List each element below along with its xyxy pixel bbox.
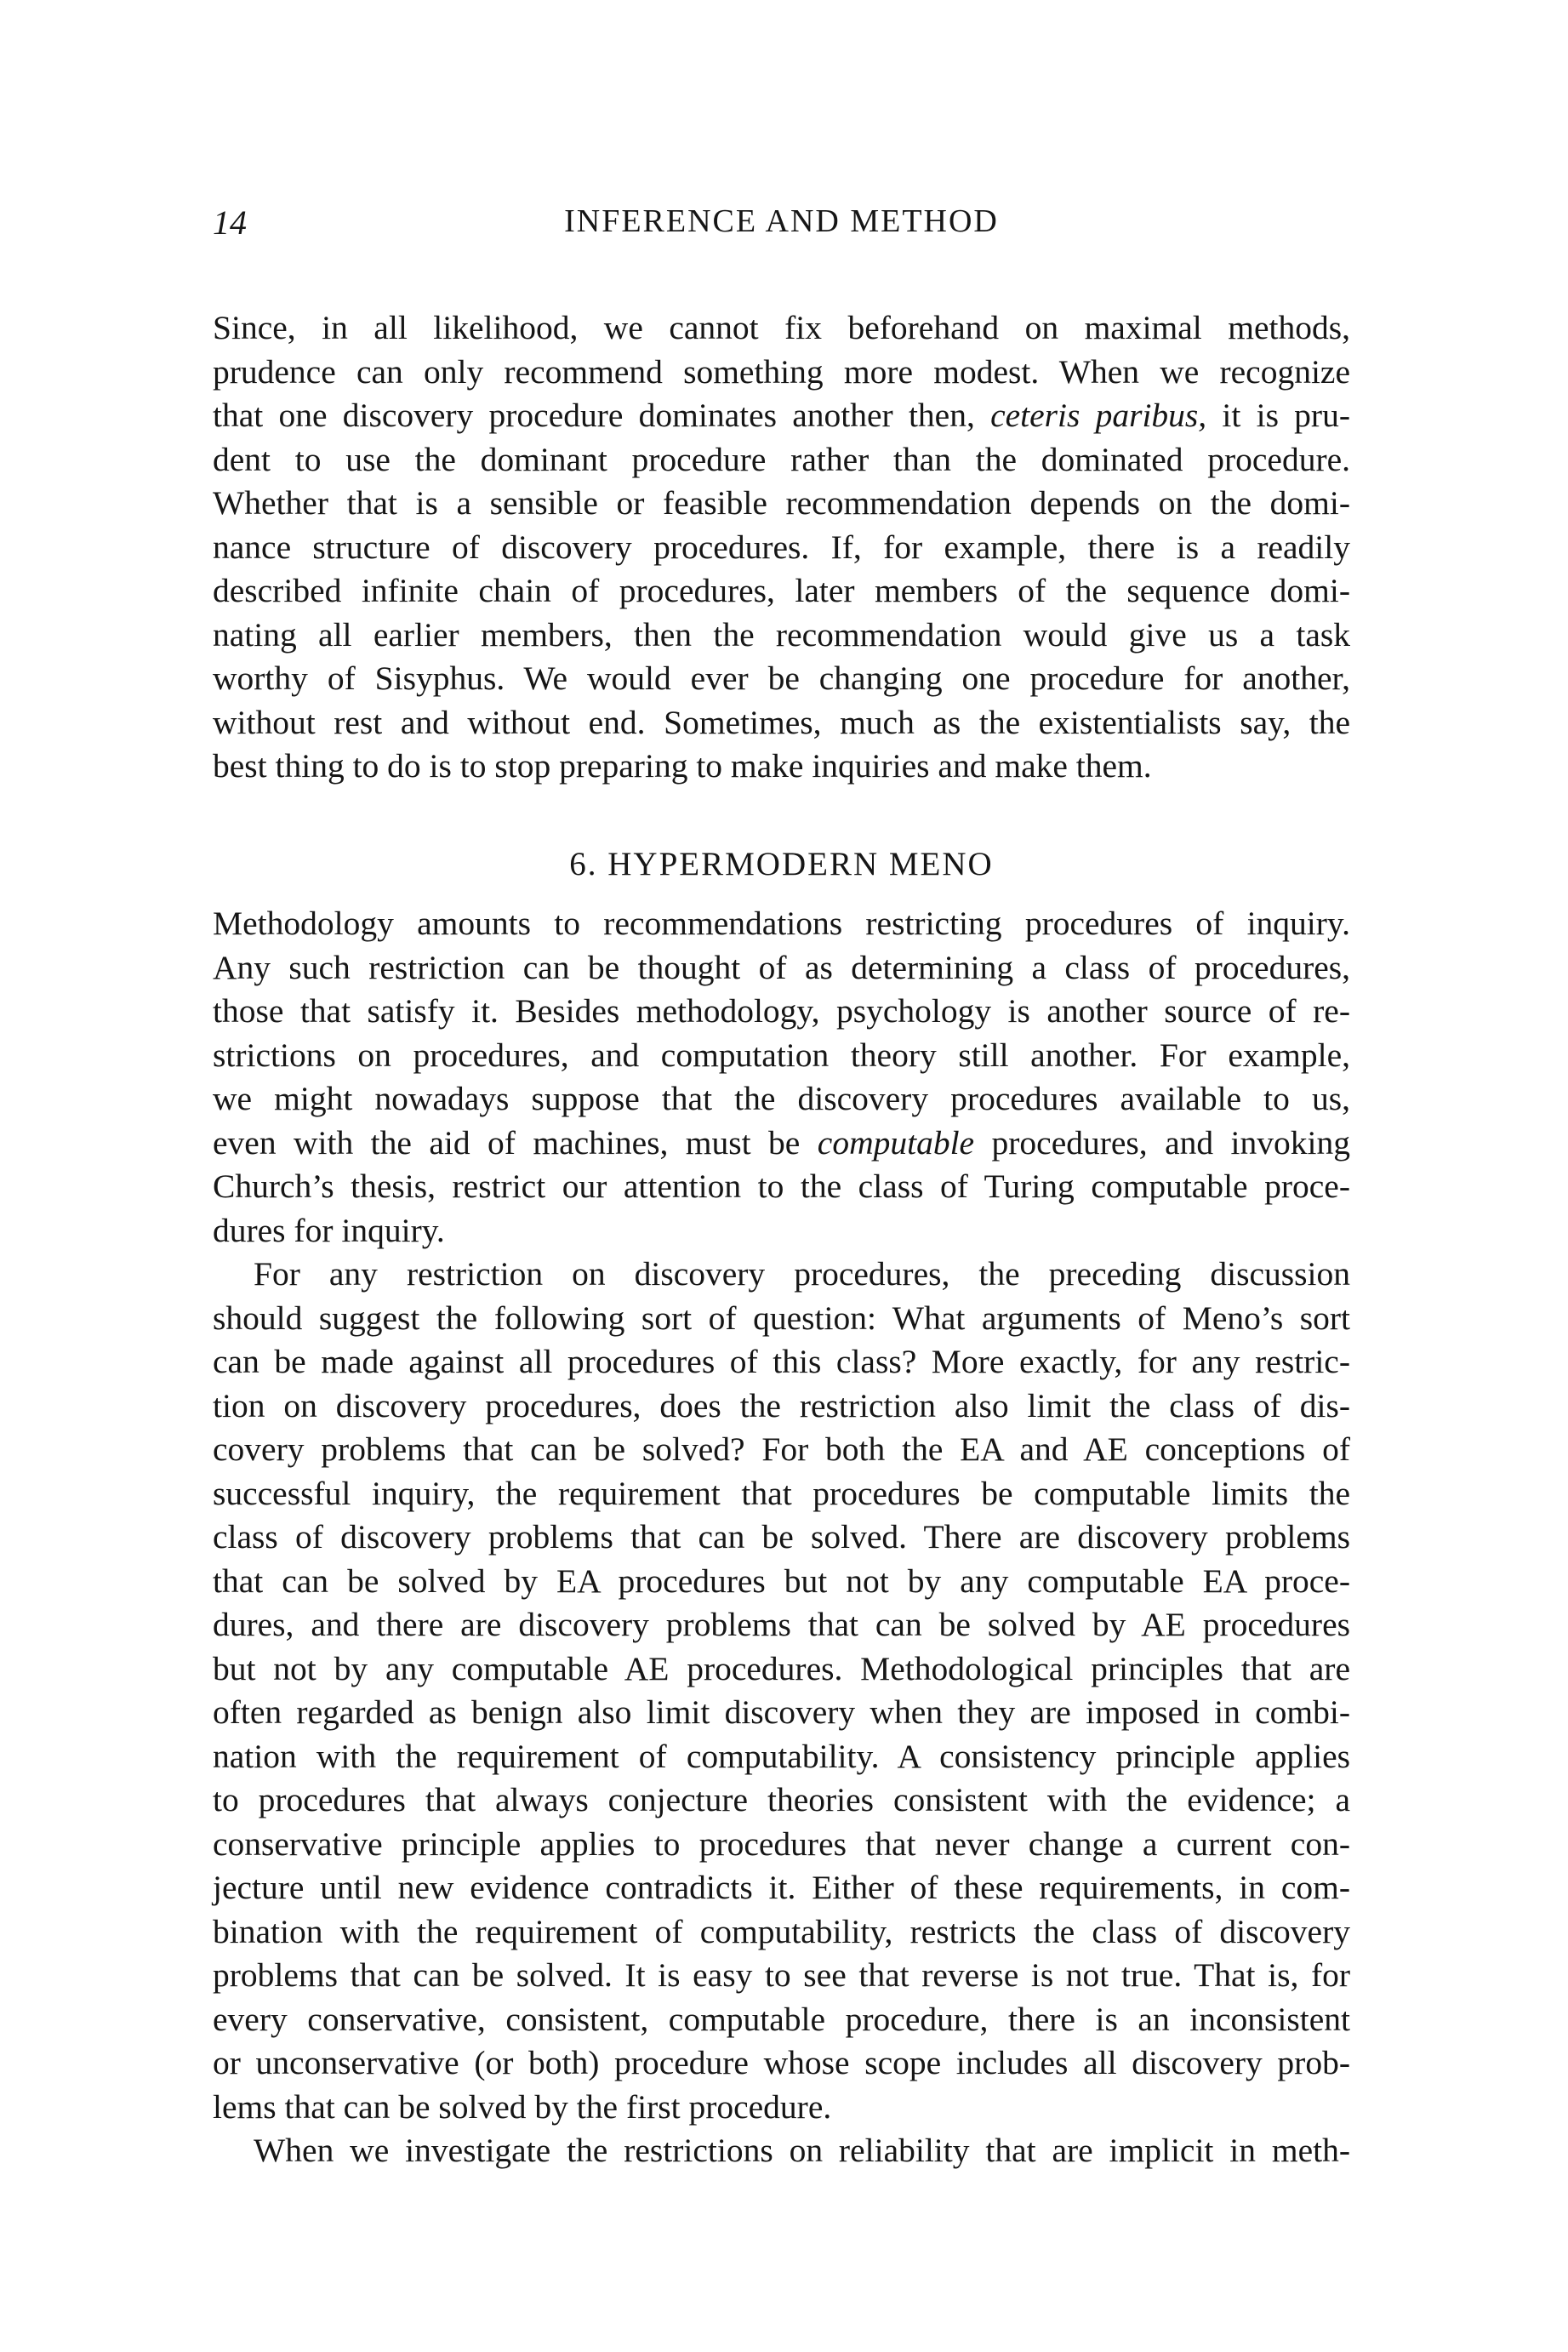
text-run: procedures, and invoking — [974, 1123, 1350, 1162]
running-head: INFERENCE AND METHOD — [564, 203, 999, 239]
text-line: covery problems that can be solved? For both the EA and AE conceptions of — [213, 1430, 1350, 1468]
text-line: Methodology amounts to recommendations restricting procedures of inquiry. — [213, 905, 1350, 942]
paragraph-3 — [213, 1253, 1350, 2129]
text-line — [213, 1122, 1350, 1166]
paragraph-1 — [213, 306, 1350, 789]
text-line: strictions on procedures, and computation theory still another. For example, — [213, 1036, 1350, 1074]
text-line: lems that can be solved by the first procedure. — [213, 2087, 832, 2126]
paragraph-2 — [213, 902, 1350, 1253]
text-line: Any such restriction can be thought of as determining a class of procedures, — [213, 948, 1350, 986]
text-line: or unconservative (or both) procedure whose scope includes all discovery prob- — [213, 2044, 1350, 2081]
text-line: Whether that is a sensible or feasible recommendation depends on the domi- — [213, 484, 1350, 522]
text-line: worthy of Sisyphus. We would ever be changing one procedure for another, — [213, 659, 1350, 697]
section-heading: 6. HYPERMODERN MENO — [569, 846, 994, 882]
page-number: 14 — [213, 203, 247, 242]
text-line: prudence can only recommend something more modest. When we recognize — [213, 352, 1350, 391]
text-line: Since, in all likelihood, we cannot fix beforehand on maximal methods, — [213, 309, 1350, 346]
text-line: every conservative, consistent, computable procedure, there is an inconsistent — [213, 2000, 1350, 2038]
text-line: class of discovery problems that can be solved. There are discovery problems — [213, 1518, 1350, 1556]
paragraph-4 — [213, 2129, 1350, 2173]
text-line: those that satisfy it. Besides methodology, psychology is another source of re- — [213, 992, 1350, 1030]
text-line: dures for inquiry. — [213, 1211, 445, 1249]
text-line: tion on discovery procedures, does the restriction also limit the class of dis- — [213, 1386, 1350, 1424]
text-line: Church’s thesis, restrict our attention to the class of Turing computable proce- — [213, 1167, 1350, 1205]
text-line: to procedures that always conjecture theories consistent with the evidence; a — [213, 1781, 1350, 1818]
text-line: should suggest the following sort of question: What arguments of Meno’s sort — [213, 1299, 1350, 1337]
text-line: we might nowadays suppose that the discovery procedures available to us, — [213, 1080, 1350, 1117]
page-header — [213, 203, 1350, 245]
text-line: dent to use the dominant procedure rather than the dominated procedure. — [213, 440, 1350, 478]
text-line: For any restriction on discovery procedures, the preceding discussion — [254, 1255, 1350, 1293]
text-line: nating all earlier members, then the recommendation would give us a task — [213, 615, 1350, 654]
text-line: but not by any computable AE procedures. Methodological principles that are — [213, 1649, 1350, 1687]
text-run: it is pru- — [1206, 397, 1350, 434]
text-line: jecture until new evidence contradicts it. Either of these requirements, in com- — [213, 1869, 1350, 1906]
text-line: nation with the requirement of computability. A consistency principle applies — [213, 1737, 1350, 1775]
text-line: dures, and there are discovery problems that can be solved by AE procedures — [213, 1606, 1350, 1643]
text-run: that one discovery procedure dominates another then, — [213, 397, 991, 434]
section-body — [213, 902, 1350, 2173]
text-line: problems that can be solved. It is easy to see that reverse is not true. That is, for — [213, 1956, 1350, 1994]
text-line: When we investigate the restrictions on reliability that are implicit in meth- — [254, 2132, 1350, 2169]
text-line: nance structure of discovery procedures. If, for example, there is a readily — [213, 528, 1350, 566]
italic-phrase: ceteris paribus, — [990, 397, 1207, 434]
text-line — [213, 394, 1350, 438]
text-line: without rest and without end. Sometimes, much as the existentialists say, the — [213, 703, 1350, 741]
text-line: successful inquiry, the requirement that procedures be computable limits the — [213, 1474, 1350, 1512]
text-run: even with the aid of machines, must be — [213, 1123, 818, 1162]
text-line: bination with the requirement of computability, restricts the class of discovery — [213, 1912, 1350, 1950]
text-line: conservative principle applies to procedures that never change a current con- — [213, 1824, 1350, 1863]
text-line: that can be solved by EA procedures but not by any computable EA proce- — [213, 1561, 1350, 1600]
text-line: can be made against all procedures of this class? More exactly, for any restric- — [213, 1343, 1350, 1380]
text-line: best thing to do is to stop preparing to make inquiries and make them. — [213, 747, 1152, 785]
italic-word: computable — [817, 1123, 975, 1162]
text-line: described infinite chain of procedures, later members of the sequence domi- — [213, 572, 1350, 609]
text-line: often regarded as benign also limit discovery when they are imposed in combi- — [213, 1693, 1350, 1731]
